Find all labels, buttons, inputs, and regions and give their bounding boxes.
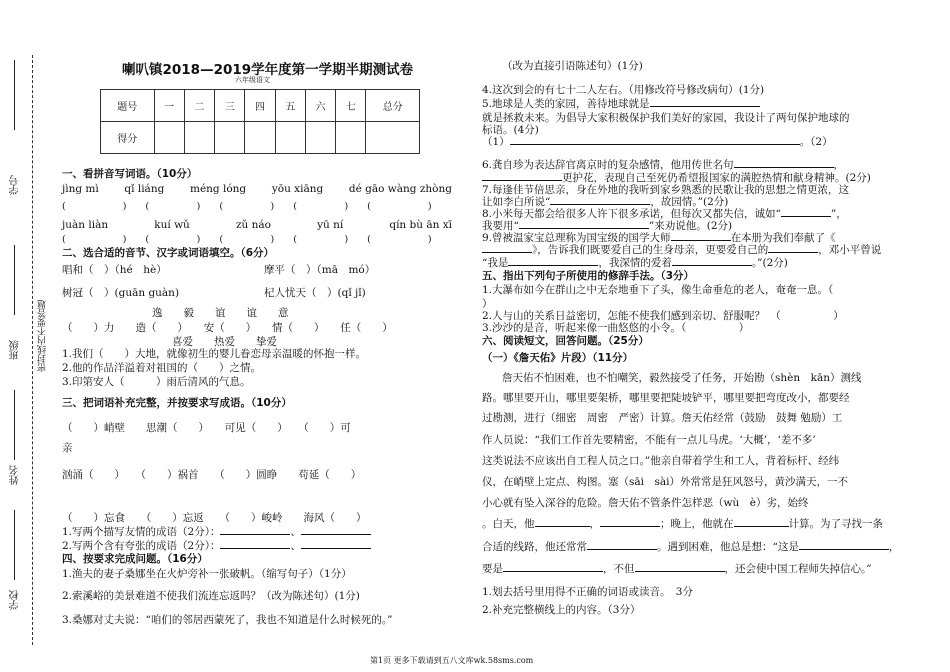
answer-blank[interactable]	[650, 97, 760, 107]
r-text: 5.地球是人类的家园，善待地球就是	[482, 98, 650, 110]
r-text: 》，告诉我们既要爱自己的生身母亲，更要爱自己的	[532, 244, 769, 256]
passage-line: 过勘测，进行（细密 周密 严密）计算。詹天佑经常（鼓励 鼓舞 勉励）工	[482, 412, 843, 424]
passage-text: 计算。为了寻找一条	[788, 518, 883, 530]
r-question: 6.龚自珍为表达辞官离京时的复杂感情，他用传世名句 ，	[482, 159, 845, 171]
pinyin: zǔ náo	[235, 219, 271, 231]
r-text: 8.小米每天都会给很多人许下很多承诺，但每次又都失信，诚如“	[482, 208, 781, 220]
r-text: “我是	[482, 257, 509, 269]
answer-brackets-2[interactable]: ( ) ( ) ( ) ( ) ( )	[62, 234, 432, 245]
r-question: 1.划去括号里用得不正确的词语或读音。 3分	[482, 586, 693, 598]
answer-blank[interactable]	[799, 540, 889, 550]
score-cell: 三	[215, 90, 245, 122]
pinyin: jìng mì	[62, 183, 99, 195]
r-text: ”，	[830, 208, 847, 220]
number-blank	[14, 60, 15, 130]
score-input-cell[interactable]	[154, 122, 184, 154]
score-cell: 题号	[101, 90, 155, 122]
section1-title: 一、看拼音写词语。（10分）	[62, 168, 198, 180]
pinyin: qín bù ān xī	[389, 219, 452, 231]
pinyin-row-2	[62, 219, 452, 231]
score-cell: 五	[275, 90, 305, 122]
pinyin-row-1	[62, 183, 452, 195]
s3-row: （ ）忘食 （ ）忘返 （ ）峻岭 海风（ ）	[62, 512, 367, 524]
section6-title: 六、阅读短文，回答问题。（25分）	[482, 335, 649, 347]
score-header-row	[101, 90, 420, 122]
seal-notice: 密封线内不要答题	[38, 300, 48, 372]
score-cell: 一	[154, 90, 184, 122]
answer-blank[interactable]	[635, 562, 725, 572]
r-question: 2.补充完整横线上的内容。（3分）	[482, 604, 641, 616]
number-label: 学号	[10, 175, 21, 195]
r-text: ，邓小平曾说	[818, 244, 882, 256]
name-label: 姓名	[10, 465, 21, 485]
r-text: ”来劝说他。(2分)	[648, 220, 733, 232]
score-input-cell[interactable]	[245, 122, 275, 154]
score-input-cell[interactable]	[275, 122, 305, 154]
passage-text: 合适的线路，他还常常	[482, 541, 587, 553]
exam-title: 喇叭镇2018—2019学年度第一学期半期测试卷	[122, 62, 414, 78]
answer-blank[interactable]	[535, 517, 590, 527]
s2-word-options: 喜爱 热爱 挚爱	[172, 336, 277, 348]
s2-item: 唱和（ ）（hé hè）	[62, 264, 167, 276]
r-text: 在本册为我们奉献了《	[730, 232, 836, 244]
s2-char-options: 逸 毅 谊 谊 意	[152, 307, 289, 319]
passage-line: 詹天佑不怕困难，也不怕嘲笑，毅然接受了任务，开始勘（shèn kān）测线	[502, 372, 862, 384]
answer-blank[interactable]	[220, 525, 290, 535]
s3-question-text: 1.写两个描写友情的成语（2分）：	[62, 526, 221, 538]
separator: 、	[290, 526, 301, 538]
score-input-cell[interactable]	[305, 122, 335, 154]
r-text: （1）	[482, 136, 510, 148]
answer-brackets-1[interactable]: ( ) ( ) ( ) ( ) ( )	[62, 201, 432, 212]
school-label: 学校	[10, 590, 21, 610]
answer-blank[interactable]	[301, 525, 371, 535]
score-cell: 四	[245, 90, 275, 122]
answer-blank[interactable]	[482, 171, 562, 181]
passage-text: 小心就有坠入深谷的危险。詹天佑不管条件怎样恶（wù è）劣，始终	[482, 497, 809, 509]
s3-question-text: 2.写两个含有夸张的成语（2分）：	[62, 540, 221, 552]
class-label: 班级	[10, 340, 21, 360]
passage-line	[482, 495, 808, 510]
section5-title: 五、指出下列句子所使用的修辞手法。（3分）	[482, 270, 695, 282]
r-text: 更护花，表现自己至死仍希望报国家的满腔热情和献身精神。(2分)	[562, 172, 871, 184]
r-text: ，我深情的爱着	[598, 257, 672, 269]
answer-blank[interactable]	[482, 243, 532, 253]
pinyin: kuí wǔ	[154, 219, 190, 231]
answer-blank[interactable]	[301, 539, 371, 549]
score-cell: 二	[184, 90, 214, 122]
answer-blank[interactable]	[550, 195, 650, 205]
answer-blank[interactable]	[510, 135, 800, 145]
pinyin: yū ní	[317, 219, 344, 231]
score-label-cell: 得分	[101, 122, 155, 154]
r-text: 9.曾被温家宝总理称为国宝级的国学大师	[482, 232, 671, 244]
passage-line: 路。哪里要开山，哪里要架桥，哪里要把陡坡铲平，哪里要把弯度改小，都要经	[482, 392, 850, 404]
s2-question: 1.我们（ ）大地，就像初生的婴儿眷恋母亲温暖的怀抱一样。	[62, 348, 367, 360]
r-text: ，故园情。”(2分)	[650, 196, 729, 208]
passage-title: （一）《詹天佑》片段）（11分）	[482, 352, 634, 364]
answer-blank[interactable]	[587, 540, 657, 550]
answer-blank[interactable]	[508, 256, 598, 266]
r-line: 就是拯救未来。为倡导大家积极保护我们美好的家园，我设计了两句保护地球的	[482, 112, 850, 124]
r-text: 。”(2分)	[751, 257, 788, 269]
s3-row: 亲	[62, 442, 73, 454]
r-line: 标语。(4分)	[482, 124, 539, 136]
s2-question: 2.他的作品洋溢着对祖国的（ ）之情。	[62, 362, 262, 374]
passage-line	[482, 516, 883, 531]
class-blank	[14, 245, 15, 315]
score-input-cell[interactable]	[336, 122, 366, 154]
passage-line: 仪，在峭壁上定点、构图。塞（sāi sài）外常常是狂风怒号，黄沙满天，一不	[482, 476, 849, 488]
score-value-row	[101, 122, 420, 154]
passage-text: ；晚上，他就在	[660, 518, 734, 530]
s2-question: 3.印第安人（ ）雨后清风的气息。	[62, 376, 251, 388]
r-line: ）	[482, 298, 493, 310]
passage-line: 作人员说：“我们工作首先要精密，不能有一点儿马虎。‘大概’，‘差不多’	[482, 434, 816, 446]
s3-question	[62, 524, 371, 539]
s4-question: 1.渔夫的妻子桑娜坐在火炉旁补一张破帆。（缩写句子）（1分）	[62, 568, 352, 580]
r-line: （改为直接引语陈述句）(1分)	[502, 60, 643, 72]
pinyin: qǐ liáng	[124, 183, 165, 195]
left-column	[62, 0, 452, 672]
r-text: 让如李白所说“	[482, 196, 551, 208]
answer-blank[interactable]	[768, 243, 818, 253]
r-question: 2.人与山的关系日益密切，怎能不使我们感到亲切、舒服呢？ （ ）	[482, 310, 844, 322]
separator: 、	[290, 540, 301, 552]
r-text: 6.龚自珍为表达辞官离京时的复杂感情，他用传世名句	[482, 159, 734, 171]
passage-text: 要是	[482, 563, 503, 575]
passage-text: ，不但	[603, 563, 635, 575]
score-input-cell[interactable]	[215, 122, 245, 154]
answer-blank[interactable]	[672, 256, 752, 266]
score-cell: 总分	[366, 90, 420, 122]
section4-title: 四、按要求完成问题。（16分）	[62, 553, 208, 565]
school-blank	[14, 510, 15, 580]
passage-line: 这类说法不应该出自工程人员之口。”他亲自带着学生和工人，背着标杆、经纬	[482, 455, 840, 467]
exam-subtitle: 六年级语文	[235, 76, 270, 84]
r-line	[482, 134, 833, 149]
answer-blank[interactable]	[519, 219, 649, 229]
pinyin: yōu xiāng	[271, 183, 324, 195]
passage-text: ，	[888, 541, 900, 553]
passage-text: 。遇到困难，他总是想：“这是	[657, 541, 799, 553]
s2-item: 摩平（ ）（mā mó）	[264, 264, 376, 276]
r-question: 7.每逢佳节倍思亲，身在外地的我听到家乡熟悉的民歌让我的思想之情更浓，这	[482, 184, 850, 196]
answer-blank[interactable]	[220, 539, 290, 549]
score-input-cell[interactable]	[184, 122, 214, 154]
answer-blank[interactable]	[671, 231, 731, 241]
passage-text: ，	[589, 518, 600, 530]
pinyin: méng lóng	[189, 183, 247, 195]
answer-blank[interactable]	[600, 517, 660, 527]
r-question	[482, 96, 760, 111]
s4-question: 2.索溪峪的美景难道不使我们流连忘返吗？（改为陈述句）(1分)	[62, 590, 360, 602]
s2-fill-row: （ ）力 造（ ） 安（ ） 情（ ） 任（ ）	[62, 322, 393, 334]
passage-text: ，还会使中国工程师失掉信心。”	[724, 563, 872, 575]
answer-blank[interactable]	[734, 517, 789, 527]
binding-strip	[0, 0, 60, 672]
answer-blank[interactable]	[781, 207, 831, 217]
answer-blank[interactable]	[734, 158, 834, 168]
seal-line	[32, 55, 33, 645]
section3-title: 三、把词语补充完整，并按要求写成语。（10分）	[62, 397, 292, 409]
score-cell: 七	[336, 90, 366, 122]
right-column	[482, 0, 922, 672]
score-table	[100, 89, 420, 154]
pinyin: juàn liàn	[62, 219, 109, 231]
s3-row: 汹涌（ ） （ ）祸首 （ ）圆睁 苟延（ ）	[62, 469, 362, 481]
passage-line	[482, 561, 872, 576]
section2-title: 二、选合适的音节、汉字或词语填空。（6分）	[62, 247, 275, 259]
score-input-cell[interactable]	[366, 122, 420, 154]
s2-item: 杞人忧天（ ）(qǐ jǐ)	[264, 287, 366, 299]
r-text: 我要用“	[482, 220, 519, 232]
pinyin: dé gāo wàng zhòng	[348, 183, 452, 195]
s4-question: 3.桑娜对丈夫说：“咱们的邻居西蒙死了，我也不知道是什么时候死的。”	[62, 614, 393, 626]
r-question: 4.这次到会的有七十二人左右。（用修改符号修改病句）(1分)	[482, 84, 765, 96]
score-cell: 六	[305, 90, 335, 122]
page-footer: 第1页 更多下载请到五八文库wk.58sms.com	[370, 656, 534, 665]
answer-blank[interactable]	[503, 562, 603, 572]
s3-row: （ ）峭壁 思潮（ ） 可见（ ） （ ）可	[62, 422, 351, 434]
passage-line	[482, 539, 899, 554]
r-question: 3.沙沙的是音，听起来像一曲悠悠的小令。（ ）	[482, 322, 750, 334]
r-question: 1.大瀑布如今在群山之中无奈地垂下了头，像生命垂危的老人，奄奄一息。（	[482, 284, 834, 296]
passage-text: 。白天，他	[482, 518, 535, 530]
name-blank	[14, 390, 15, 460]
s2-item: 树冠（ ）(guān guàn)	[62, 287, 180, 299]
r-text: 。（2）	[799, 136, 833, 148]
